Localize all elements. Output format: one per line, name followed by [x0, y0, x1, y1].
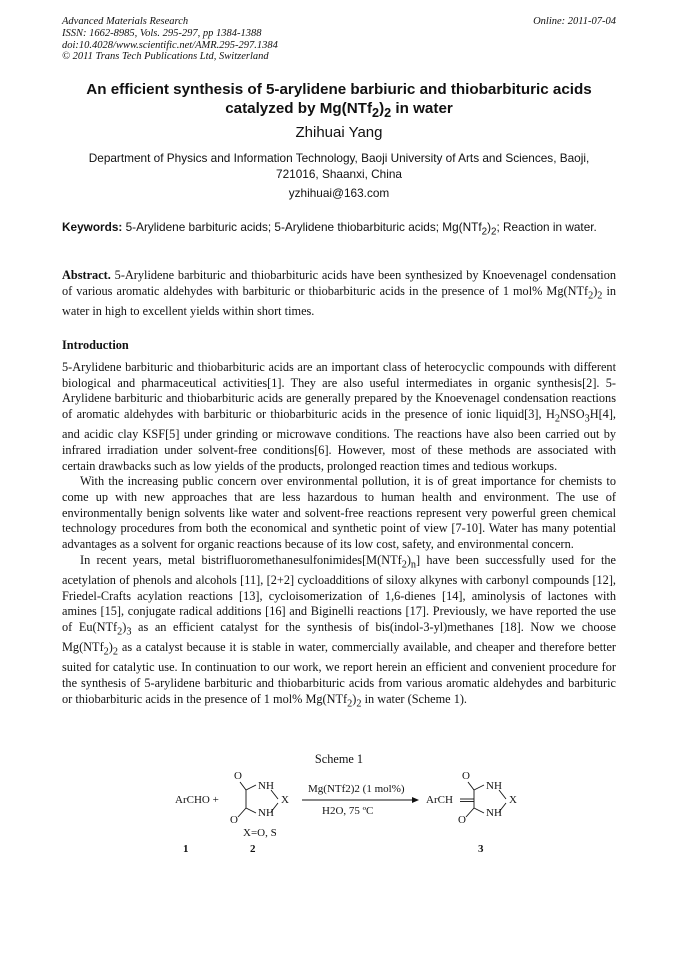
affiliation-line-2: 721016, Shaanxi, China — [276, 167, 402, 182]
x-definition: X=O, S — [243, 827, 277, 839]
condition-catalyst: Mg(NTf2)2 (1 mol%) — [308, 783, 405, 795]
keywords-label: Keywords: — [62, 220, 123, 234]
copyright-line: © 2011 Trans Tech Publications Ltd, Switzerland — [62, 51, 269, 63]
issn-line: ISSN: 1662-8985, Vols. 295-297, pp 1384-1388 — [62, 27, 262, 39]
author-email[interactable]: yzhihuai@163.com — [288, 186, 390, 200]
product-o-bottom: O — [458, 814, 466, 826]
author-name: Zhihuai Yang — [295, 124, 383, 141]
abstract-label: Abstract. — [62, 268, 111, 282]
compound-number-1: 1 — [183, 843, 189, 855]
reactant-nh-top: NH — [258, 780, 274, 792]
reactant-o-bottom: O — [230, 814, 238, 826]
keywords: Keywords: 5-Arylidene barbituric acids; 5-Arylidene thiobarbituric acids; $Mg(NTf_2)_2$; Reaction in water. — [62, 220, 597, 238]
section-heading-introduction: Introduction — [62, 338, 129, 352]
reactant-o-top: O — [234, 770, 242, 782]
arrowhead — [412, 797, 419, 803]
journal-name: Advanced Materials Research — [62, 16, 189, 27]
product-o-top: O — [462, 770, 470, 782]
online-date: Online: 2011-07-04 — [533, 16, 616, 27]
intro-paragraph-1: 5-Arylidene barbituric and thiobarbituric acids are an important class of heterocyclic compounds with different biological and pharmaceutical activities[1]. They are also useful intermediates in organic synthesis[2]. 5-Arylidene barbituric and thiobarbituric acids are generally prepared by the Knoevenagel condensation reactions of aromatic aldehydes with barbituric or thiobarbituric acids in the presence of ionic liquid[3], $H_2NSO_3H[4]$, and acidic clay KSF[5] under grinding or microwave conditions. The reactions have also been carried out by infrared irradiation under solvent-free conditions[6]. However, most of these methods are associated with certain drawbacks such as low yields of the products, prolonged reaction times and tedious workups. — [62, 360, 616, 473]
paper-title — [50, 80, 628, 123]
reaction-scheme — [170, 768, 550, 868]
reactant-x: X — [281, 794, 289, 806]
condition-solvent-temp: H2O, 75 ºC — [322, 805, 374, 817]
reactant-aldehyde: ArCHO + — [175, 794, 219, 806]
title-line-1: An efficient synthesis of 5-arylidene barbiuric and thiobarbituric acids — [86, 81, 592, 98]
affiliation — [60, 150, 618, 183]
intro-paragraph-2: With the increasing public concern over environmental pollution, it is of great importance for chemists to come up with new approaches that are less hazardous to human health and environment. The use of environmentally benign solvents like water and solvent-free reactions represent very powerful green chemical technology procedures from both the economical and synthetic point of view [7-10]. Water has many potential advantages as a solvent for organic reactions because of its low cost, safety, and environmental concern. — [62, 474, 616, 552]
reactant-nh-bottom: NH — [258, 807, 274, 819]
compound-number-3: 3 — [478, 843, 484, 855]
abstract: Abstract. 5-Arylidene barbituric and thiobarbituric acids have been synthesized by Knoevenagel condensation of various aromatic aldehydes with barbituric or thiobarbituric acids in the presence of 1 mol% $Mg(NTf_2)_2$ in water in high to excellent yields within short times. — [62, 268, 617, 318]
affiliation-line-1: Department of Physics and Information Technology, Baoji University of Arts and Sciences, Baoji, — [88, 151, 590, 165]
scheme-caption: Scheme 1 — [314, 752, 364, 766]
journal-header — [62, 16, 616, 63]
introduction-body — [62, 360, 616, 712]
product-nh-top: NH — [486, 780, 502, 792]
product-prefix: ArCH — [426, 794, 453, 806]
product-nh-bottom: NH — [486, 807, 502, 819]
compound-number-2: 2 — [250, 843, 256, 855]
doi-line[interactable]: doi:10.4028/www.scientific.net/AMR.295-297.1384 — [62, 39, 278, 51]
intro-paragraph-3: In recent years, metal $bistrifluoromethanesulfonimides[M(NTf_2)_n]$ have been successfully used for the acetylation of phenols and alcohols [11], [2+2] cycloadditions of siloxy alkynes with carbonyl compounds [12], Friedel-Crafts acylation reactions [13], cycloisomerization of 1,6-dienes [14], aminolysis of lactones with amines [15], conjugate radical additions [16] and Biginelli reactions [17]. Previously, we have reported the use of $Eu(NTf_2)_3$ as an efficient catalyst for the synthesis of bis(indol-3-yl)methanes [18]. Now we choose $Mg(NTf_2)_2$ as a catalyst because it is stable in water, commercially available, and cheaper and therefore better suited for catalytic use. In continuation to our work, we report herein an efficient and convenient procedure for the synthesis of 5-arylidene barbituric and thiobarbituric acids from various aromatic aldehydes and barbituric or thiobarbituric acids in the presence of 1 mol% $Mg(NTf_2)_2$ in water (Scheme 1). — [62, 552, 616, 710]
product-x: X — [509, 794, 517, 806]
title-line-2: catalyzed by $Mg(NTf_2)_2$ in water — [225, 100, 453, 121]
